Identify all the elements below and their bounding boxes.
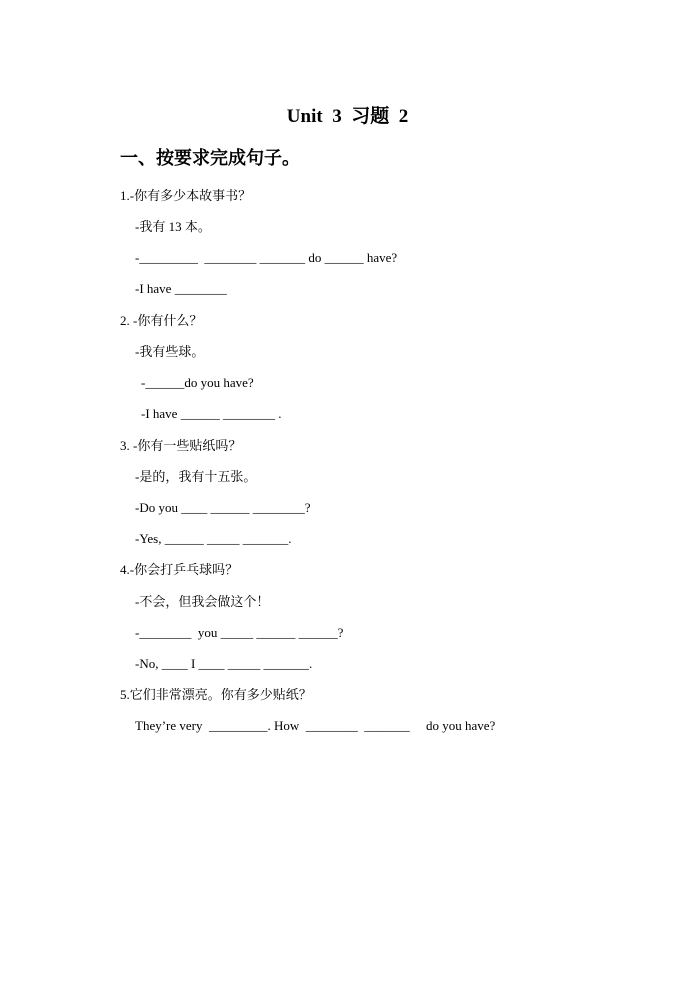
question-3-blank-answer: -Yes, ______ _____ _______. — [135, 531, 292, 546]
question-1-answer-cn: -我有 13 本。 — [135, 219, 211, 234]
question-5: 5.它们非常漂亮。你有多少贴纸？ — [120, 687, 312, 702]
question-4-blank-question: -________ you _____ ______ ______? — [135, 625, 344, 640]
question-1: 1.-你有多少本故事书？ — [120, 188, 252, 203]
question-2-blank-answer: -I have ______ ________ . — [141, 406, 282, 421]
question-4: 4.-你会打乒乓球吗？ — [120, 562, 239, 577]
question-1-blank-answer: -I have ________ — [135, 281, 227, 296]
question-4-blank-answer: -No, ____ I ____ _____ _______. — [135, 656, 313, 671]
question-1-blank-question: -_________ ________ _______ do ______ have? — [135, 250, 398, 265]
question-2-blank-question: -______do you have? — [141, 375, 254, 390]
question-3-answer-cn: -是的，我有十五张。 — [135, 469, 257, 484]
question-4-answer-cn: -不会，但我会做这个！ — [135, 594, 270, 609]
question-3: 3. -你有一些贴纸吗？ — [120, 438, 242, 453]
question-2-answer-cn: -我有些球。 — [135, 344, 205, 359]
question-3-blank-question: -Do you ____ ______ ________? — [135, 500, 311, 515]
question-5-blank-sentence: They’re very _________. How ________ _______ do you have? — [135, 718, 496, 733]
page-title: Unit 3 习题 2 — [286, 106, 409, 127]
section-heading: 一、按要求完成句子。 — [120, 148, 300, 168]
question-2: 2. -你有什么？ — [120, 313, 203, 328]
